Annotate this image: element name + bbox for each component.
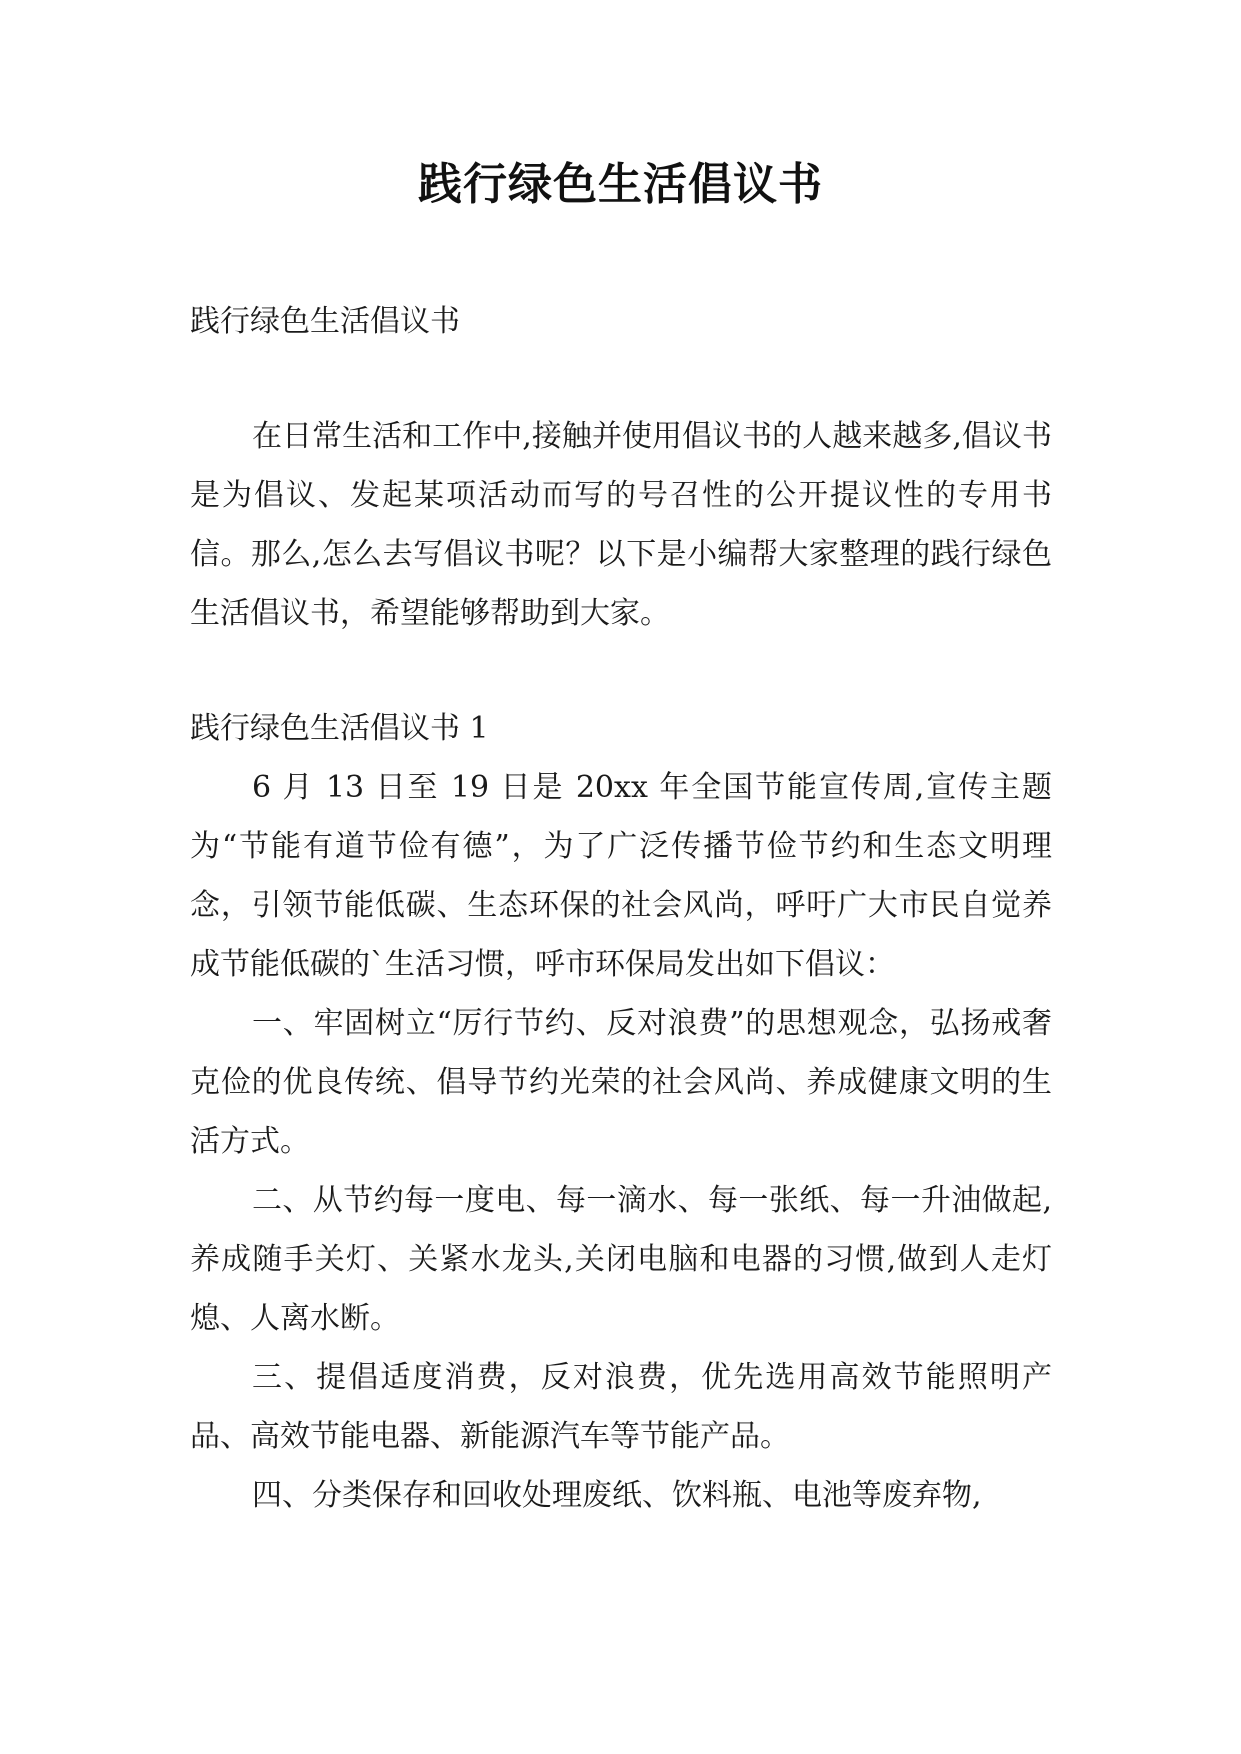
body-paragraph: 四、分类保存和回收处理废纸、饮料瓶、电池等废弃物, xyxy=(252,1478,982,1513)
document-title: 践行绿色生活倡议书 xyxy=(418,159,823,210)
body-paragraph: 三、提倡适度消费，反对浪费，优先选用高效节能照明产品、高效节能电器、新能源汽车等节能产品。 xyxy=(190,1360,1052,1454)
body-paragraph: 二、从节约每一度电、每一滴水、每一张纸、每一升油做起,养成随手关灯、关紧水龙头,关闭电脑和电器的习惯,做到人走灯熄、人离水断。 xyxy=(190,1183,1052,1336)
body-paragraph: 6 月 13 日至 19 日是 20xx 年全国节能宣传周,宣传主题为“节能有道节俭有德”，为了广泛传播节俭节约和生态文明理念，引领节能低碳、生态环保的社会风尚，呼吁广大市民自觉养成节能低碳的`生活习惯，呼市环保局发出如下倡议： xyxy=(190,770,1052,982)
intro-paragraph: 在日常生活和工作中,接触并使用倡议书的人越来越多,倡议书是为倡议、发起某项活动而写的号召性的公开提议性的专用书信。那么,怎么去写倡议书呢？以下是小编帮大家整理的践行绿色生活倡议书，希望能够帮助到大家。 xyxy=(190,419,1052,631)
body-paragraph: 一、牢固树立“厉行节约、反对浪费”的思想观念，弘扬戒奢克俭的优良传统、倡导节约光荣的社会风尚、养成健康文明的生活方式。 xyxy=(190,1006,1052,1159)
document-subtitle: 践行绿色生活倡议书 xyxy=(190,304,460,339)
section-heading: 践行绿色生活倡议书 1 xyxy=(190,711,489,746)
document-body xyxy=(190,292,1052,1525)
